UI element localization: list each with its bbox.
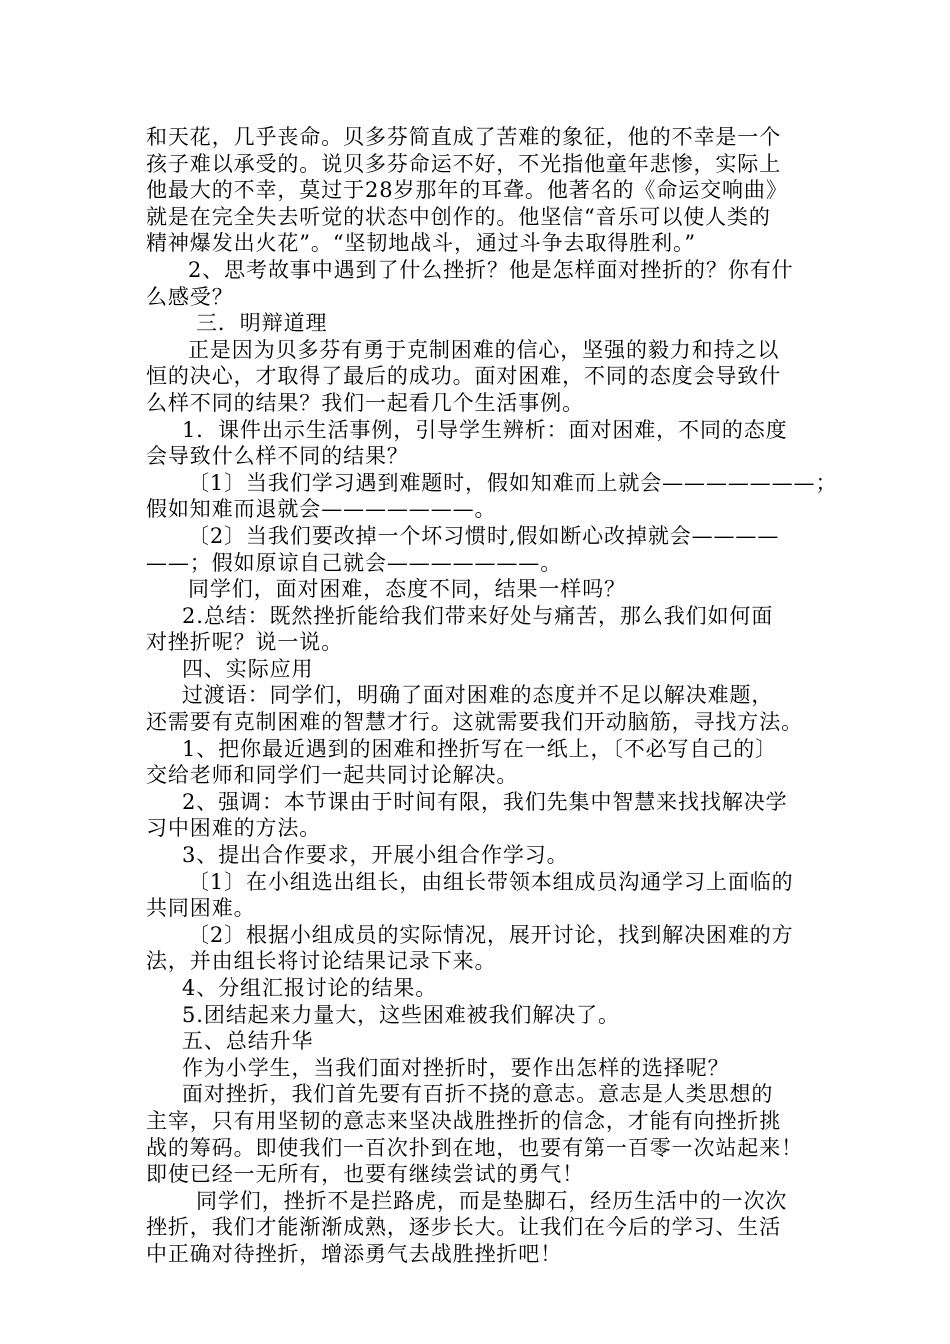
text-line: 〔2〕当我们要改掉一个坏习惯时,假如断心改掉就会———— <box>188 523 780 548</box>
text-line: 就是在完全失去听觉的状态中创作的。他坚信“音乐可以使人类的 <box>146 204 771 229</box>
document-body <box>146 124 838 1268</box>
text-line: 〔1〕当我们学习遇到难题时，假如知难而上就会———————； <box>188 470 838 495</box>
text-line: 交给老师和同学们一起共同讨论解决。 <box>146 763 519 788</box>
text-line: 孩子难以承受的。说贝多芬命运不好，不光指他童年悲惨，实际上 <box>146 151 782 176</box>
text-line: 习中困难的方法。 <box>146 816 322 841</box>
text-line: 主宰，只有用坚韧的意志来坚决战胜挫折的信念，才能有向挫折挑 <box>146 1108 782 1133</box>
text-line: 对挫折呢？说一说。 <box>146 630 344 655</box>
text-line: 还需要有克制困难的智慧才行。这就需要我们开动脑筋，寻找方法。 <box>146 710 803 735</box>
text-line: 作为小学生，当我们面对挫折时，要作出怎样的选择呢？ <box>182 1055 730 1080</box>
text-line: 战的筹码。即使我们一百次扑到在地，也要有第一百零一次站起来！ <box>146 1135 803 1160</box>
text-line: 假如知难而退就会———————。 <box>146 497 497 522</box>
text-line: 他最大的不幸，莫过于28岁那年的耳聋。他著名的《命运交响曲》 <box>146 178 788 203</box>
text-line: 精神爆发出火花”。“坚韧地战斗，通过斗争去取得胜利。” <box>146 231 697 256</box>
text-line: 2、强调：本节课由于时间有限，我们先集中智慧来找找解决学 <box>182 789 788 814</box>
text-line: 2、思考故事中遇到了什么挫折？他是怎样面对挫折的？你有什 <box>188 257 794 282</box>
text-line: 么感受？ <box>146 284 234 309</box>
text-line: 面对挫折，我们首先要有百折不挠的意志。意志是人类思想的 <box>182 1082 774 1107</box>
text-line: 2.总结：既然挫折能给我们带来好处与痛苦，那么我们如何面 <box>182 603 774 628</box>
text-line: 同学们，挫折不是拦路虎，而是垫脚石，经历生活中的一次次 <box>196 1188 788 1213</box>
text-line: 即使已经一无所有，也要有继续尝试的勇气！ <box>146 1162 584 1187</box>
text-line: 五、总结升华 <box>182 1029 314 1054</box>
text-line: 会导致什么样不同的结果？ <box>146 444 409 469</box>
text-line: 5.团结起来力量大，这些困难被我们解决了。 <box>182 1002 620 1027</box>
text-line: 三．明辩道理 <box>196 311 328 336</box>
text-line: 挫折，我们才能渐渐成熟，逐步长大。让我们在今后的学习、生活 <box>146 1215 782 1240</box>
text-line: 过渡语：同学们，明确了面对困难的态度并不足以解决难题， <box>182 683 774 708</box>
text-line: 1．课件出示生活事例，引导学生辨析：面对困难，不同的态度 <box>182 417 788 442</box>
text-line: ——；假如原谅自己就会———————。 <box>146 550 563 575</box>
text-line: 〔2〕根据小组成员的实际情况，展开讨论，找到解决困难的方 <box>188 922 794 947</box>
text-line: 4、分组汇报讨论的结果。 <box>182 976 438 1000</box>
text-line: 同学们，面对困难，态度不同，结果一样吗？ <box>188 577 626 602</box>
text-line: 〔1〕在小组选出组长，由组长带领本组成员沟通学习上面临的 <box>188 869 794 894</box>
text-line: 共同困难。 <box>146 896 256 921</box>
text-line: 法，并由组长将讨论结果记录下来。 <box>146 949 497 974</box>
text-line: 四、实际应用 <box>182 656 314 681</box>
text-line: 1、把你最近遇到的困难和挫折写在一纸上，〔不必写自己的〕 <box>182 736 778 761</box>
text-line: 么样不同的结果？我们一起看几个生活事例。 <box>146 390 584 415</box>
text-line: 正是因为贝多芬有勇于克制困难的信心，坚强的毅力和持之以 <box>188 337 780 362</box>
text-line: 恒的决心，才取得了最后的成功。面对困难，不同的态度会导致什 <box>146 364 782 389</box>
text-line: 3、提出合作要求，开展小组合作学习。 <box>182 843 569 868</box>
text-line: 中正确对待挫折，增添勇气去战胜挫折吧！ <box>146 1241 563 1266</box>
text-line: 和天花，几乎丧命。贝多芬简直成了苦难的象征，他的不幸是一个 <box>146 125 782 149</box>
